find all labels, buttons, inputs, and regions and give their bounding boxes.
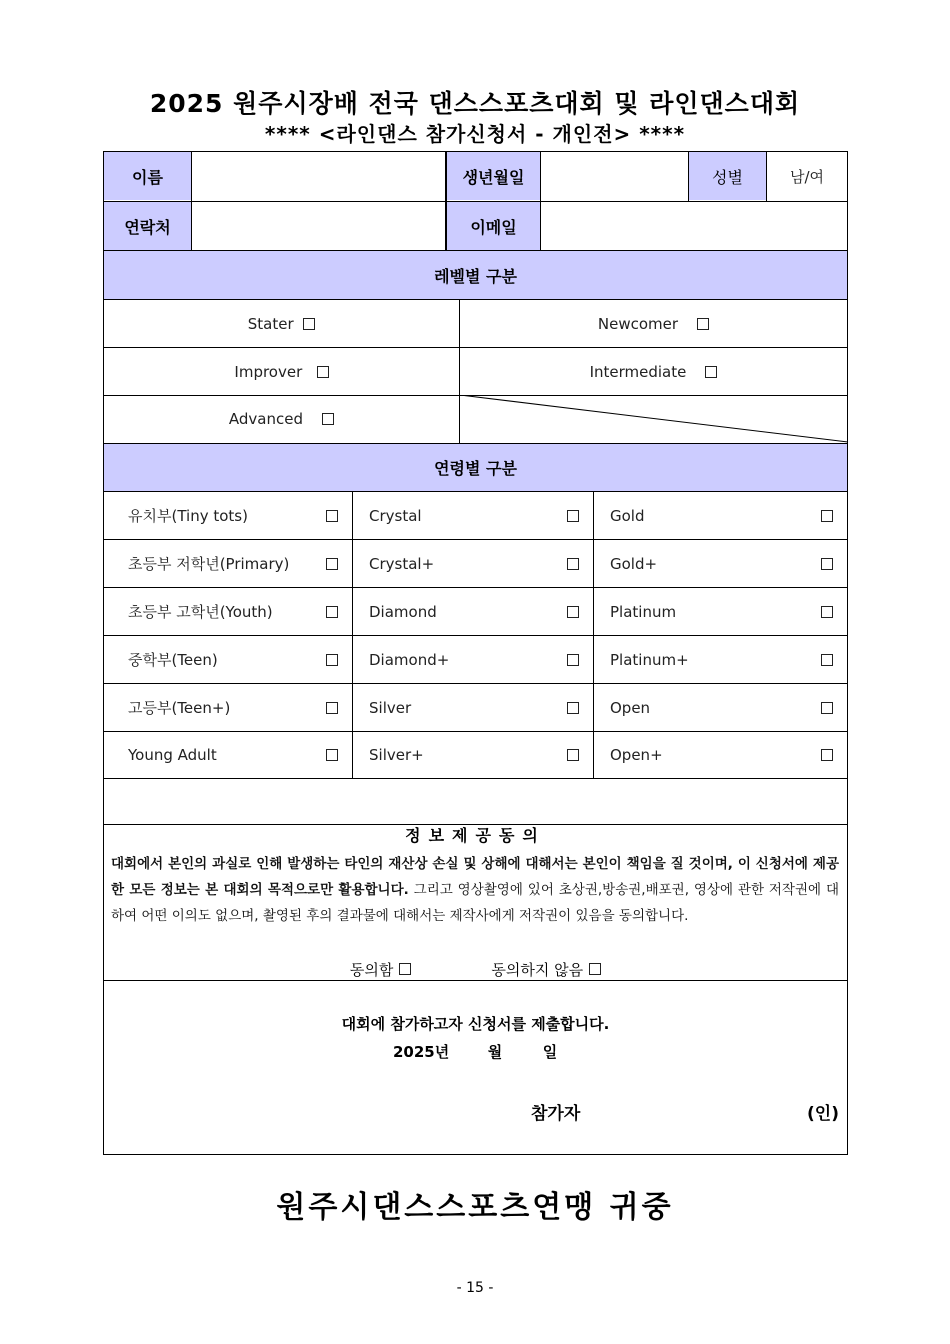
grid-line: [103, 151, 848, 152]
checkbox[interactable]: [399, 963, 411, 975]
grade-option-label: Silver: [369, 698, 412, 717]
level-label: Advanced: [228, 410, 303, 428]
empty-cell-diagonal: [460, 395, 848, 443]
grade-option[interactable]: [594, 540, 847, 587]
grade-option-label: Platinum+: [610, 650, 689, 669]
checkbox[interactable]: [567, 702, 579, 714]
application-form: [103, 151, 848, 1155]
grid-line: [103, 491, 848, 492]
date-month: 월: [487, 1043, 503, 1061]
submission-date: [393, 1041, 557, 1062]
grid-line: [103, 683, 848, 684]
grid-line: [445, 151, 447, 251]
email-field[interactable]: [541, 202, 847, 250]
level-intermediate[interactable]: [460, 348, 847, 395]
organization-name: 원주시댄스스포츠연맹 귀중: [276, 1190, 674, 1225]
age-option-label: Young Adult: [128, 746, 217, 764]
grid-line: [103, 201, 848, 202]
age-section-header: 연령별 구분: [104, 444, 847, 491]
consent-text: [111, 851, 839, 929]
grade-option-label: Silver+: [369, 746, 424, 764]
grid-line: [103, 250, 848, 251]
grade-option[interactable]: [353, 492, 593, 539]
grid-line: [103, 587, 848, 588]
grid-line: [103, 151, 104, 1155]
checkbox[interactable]: [821, 558, 833, 570]
checkbox[interactable]: [821, 702, 833, 714]
grade-option[interactable]: [594, 636, 847, 683]
submission-statement: 대회에 참가하고자 신청서를 제출합니다.: [341, 1015, 610, 1033]
grade-option[interactable]: [353, 732, 593, 778]
grade-option-label: Open: [610, 698, 651, 717]
level-stater[interactable]: [104, 300, 459, 347]
gender-label: 성별: [689, 152, 766, 200]
grid-line: [103, 395, 848, 396]
age-option[interactable]: [104, 540, 352, 587]
checkbox[interactable]: [589, 963, 601, 975]
disagree-label: 동의하지 않음: [491, 960, 584, 979]
grid-line: [540, 151, 541, 251]
grid-line: [103, 778, 848, 779]
grade-option[interactable]: [353, 540, 593, 587]
level-newcomer[interactable]: [460, 300, 847, 347]
checkbox[interactable]: [326, 558, 338, 570]
level-label: Intermediate: [589, 362, 687, 381]
email-label: 이메일: [447, 202, 540, 250]
grid-line: [103, 731, 848, 732]
grade-option[interactable]: [353, 588, 593, 635]
level-section-header: 레벨별 구분: [104, 251, 847, 299]
checkbox[interactable]: [322, 413, 334, 425]
checkbox[interactable]: [303, 318, 315, 330]
grade-option-label: Crystal+: [369, 554, 435, 573]
grade-option[interactable]: [594, 684, 847, 731]
level-label: Improver: [234, 362, 303, 381]
age-option-label: 고등부(Teen+): [128, 699, 231, 717]
checkbox[interactable]: [326, 702, 338, 714]
grade-option-label: Crystal: [369, 506, 422, 525]
grade-option[interactable]: [594, 492, 847, 539]
grid-line: [688, 151, 689, 201]
checkbox[interactable]: [567, 558, 579, 570]
level-label: Newcomer: [597, 314, 679, 333]
grade-option-label: Gold: [610, 506, 645, 525]
checkbox[interactable]: [326, 654, 338, 666]
grade-option[interactable]: [594, 588, 847, 635]
grade-option[interactable]: [594, 732, 847, 778]
name-label: 이름: [104, 152, 191, 200]
grid-line: [459, 299, 460, 443]
checkbox[interactable]: [326, 606, 338, 618]
age-option-label: 중학부(Teen): [128, 651, 218, 669]
age-option-label: 유치부(Tiny tots): [128, 507, 248, 525]
age-option[interactable]: [104, 732, 352, 778]
grid-line: [766, 151, 767, 201]
grid-line: [191, 151, 192, 251]
grade-option-label: Open+: [610, 746, 663, 764]
grade-option-label: Diamond: [369, 602, 437, 621]
checkbox[interactable]: [697, 318, 709, 330]
page-number: - 15 -: [456, 1280, 494, 1296]
checkbox[interactable]: [567, 510, 579, 522]
checkbox[interactable]: [821, 749, 833, 761]
gender-field[interactable]: 남/여: [789, 167, 825, 186]
blank-row: [104, 779, 847, 824]
level-advanced[interactable]: [104, 396, 459, 442]
checkbox[interactable]: [821, 654, 833, 666]
grade-option-label: Gold+: [610, 554, 658, 573]
level-label: Stater: [247, 314, 294, 333]
grade-option-label: Diamond+: [369, 650, 450, 669]
grid-line: [352, 491, 353, 778]
grid-line: [103, 980, 848, 981]
level-improver[interactable]: [104, 348, 459, 395]
grid-line: [103, 299, 848, 300]
checkbox[interactable]: [326, 749, 338, 761]
checkbox[interactable]: [567, 654, 579, 666]
consent-text-normal: 그리고 영상촬영에 있어 초상권,방송권,배포권, 영상에 관한 저작권에 대하여 어떤 이의도 없으며, 촬영된 후의 결과물에 대해서는 제작사에게 저작권이 있음을 동의합니다.: [111, 882, 839, 924]
age-option-label: 초등부 저학년(Primary): [128, 555, 290, 573]
disagree-option[interactable]: [491, 959, 601, 979]
document-subtitle: **** <라인댄스 참가신청서 - 개인전> ****: [264, 122, 686, 146]
grid-line: [103, 635, 848, 636]
grid-line: [593, 491, 594, 778]
checkbox[interactable]: [705, 366, 717, 378]
age-option-label: 초등부 고학년(Youth): [128, 603, 273, 621]
agree-label: 동의함: [349, 960, 394, 979]
birth-date-label: 생년월일: [447, 152, 540, 200]
grid-line: [103, 824, 848, 825]
date-day: 일: [542, 1043, 558, 1061]
age-option[interactable]: [104, 636, 352, 683]
contact-field[interactable]: [192, 202, 445, 250]
date-year: 2025년: [393, 1043, 450, 1061]
checkbox[interactable]: [317, 366, 329, 378]
grid-line: [103, 1154, 848, 1155]
grid-line: [103, 443, 848, 444]
contact-label: 연락처: [104, 202, 191, 250]
checkbox[interactable]: [326, 510, 338, 522]
grade-option[interactable]: [353, 684, 593, 731]
agree-option[interactable]: [350, 959, 411, 979]
applicant-label: 참가자: [531, 1104, 581, 1124]
grade-option-label: Platinum: [610, 602, 677, 621]
grid-line: [103, 347, 848, 348]
checkbox[interactable]: [567, 606, 579, 618]
grid-line: [847, 151, 848, 1155]
name-field[interactable]: [192, 152, 445, 200]
age-option[interactable]: [104, 684, 352, 731]
document-title: 2025 원주시장배 전국 댄스스포츠대회 및 라인댄스대회: [149, 89, 801, 118]
grade-option[interactable]: [353, 636, 593, 683]
consent-options: [103, 959, 848, 979]
grid-line: [103, 539, 848, 540]
consent-text-bold: 대회에서 본인의 과실로 인해 발생하는 타인의 재산상 손실 및 상해에 대해서는 본인이 책임을 질 것이며, 이 신청서에 제공한 모든 정보는 본 대회의 목적으로만 활용합니다.: [111, 856, 839, 898]
age-option[interactable]: [104, 492, 352, 539]
checkbox[interactable]: [567, 749, 579, 761]
seal-label: (인): [807, 1104, 839, 1124]
checkbox[interactable]: [821, 606, 833, 618]
consent-title: 정보제공동의: [405, 826, 546, 845]
birth-date-field[interactable]: [541, 152, 687, 200]
age-option[interactable]: [104, 588, 352, 635]
checkbox[interactable]: [821, 510, 833, 522]
